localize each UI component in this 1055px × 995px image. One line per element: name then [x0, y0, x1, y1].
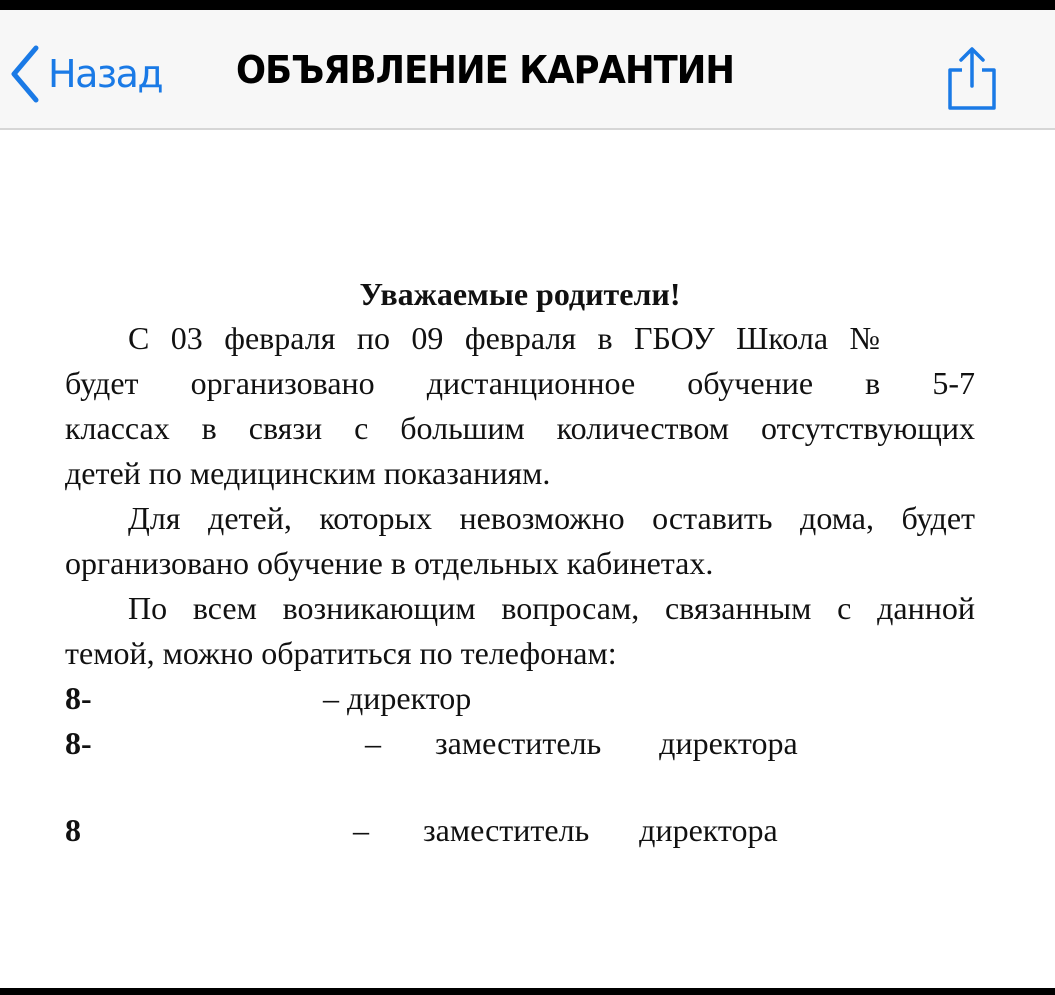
text-line: детей по медицинским показаниям.: [65, 455, 551, 491]
phone-row: [65, 808, 975, 853]
phone-prefix: 8-: [65, 725, 92, 761]
share-icon[interactable]: [944, 46, 1000, 112]
phone-dash: –: [353, 812, 369, 848]
document-heading: Уважаемые родители!: [359, 276, 681, 312]
phone-role: директор: [347, 680, 472, 716]
screen: [0, 10, 1055, 988]
phone-prefix: 8-: [65, 680, 92, 716]
text-line: По всем возникающим вопросам, связанным с данной: [128, 590, 975, 626]
text-line: темой, можно обратиться по телефонам:: [65, 635, 617, 671]
phone-dash: –: [323, 680, 339, 716]
phone-role: заместитель директора: [435, 725, 798, 761]
phone-prefix: 8: [65, 812, 81, 848]
back-button[interactable]: [8, 44, 162, 104]
announcement-document: [65, 272, 975, 853]
page-title: ОБЪЯВЛЕНИЕ КАРАНТИН: [236, 48, 735, 92]
text-line: С 03 февраля по 09 февраля в ГБОУ Школа №: [128, 320, 880, 356]
phone-row: [65, 676, 975, 721]
text-line: организовано обучение в отдельных кабинетах.: [65, 545, 714, 581]
text-line: будет организовано дистанционное обучение в 5-7: [65, 365, 975, 401]
chevron-left-icon: [8, 44, 42, 104]
back-label: Назад: [48, 52, 163, 96]
text-line: Для детей, которых невозможно оставить дома, будет: [128, 500, 975, 536]
phone-dash: –: [365, 725, 381, 761]
navigation-bar: [0, 10, 1055, 130]
phone-role: заместитель директора: [423, 812, 778, 848]
phone-row: [65, 721, 975, 766]
text-line: классах в связи с большим количеством отсутствующих: [65, 410, 975, 446]
